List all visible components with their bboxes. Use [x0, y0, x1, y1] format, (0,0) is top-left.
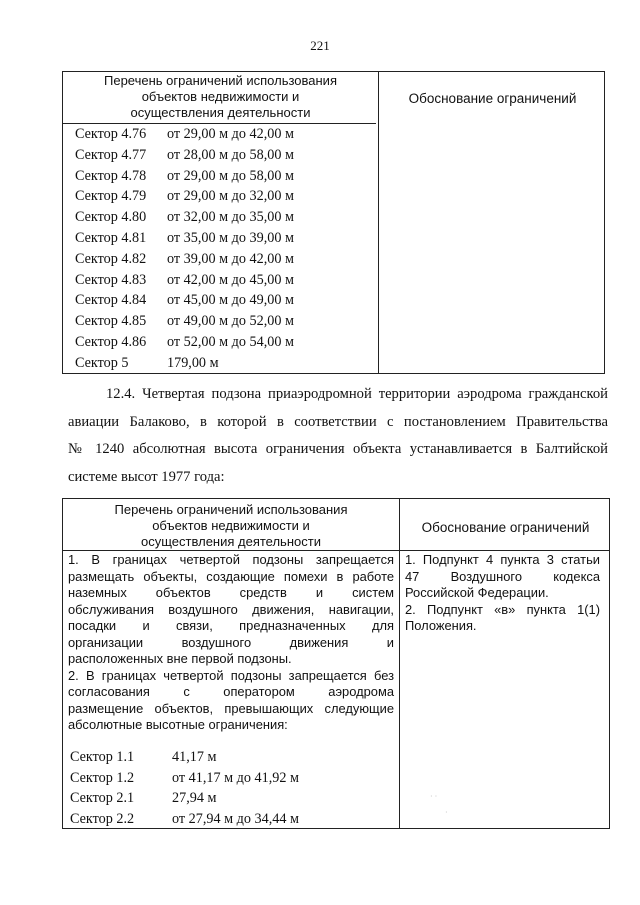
table1-header-left: Перечень ограничений использования объектов недвижимости и осуществления деятельности [104, 73, 337, 120]
paragraph-line: 12.4. Четвертая подзона приаэродромной территории аэродрома гражданской [106, 386, 608, 402]
justification-line: Положения. [405, 618, 477, 633]
scan-speck: · · [430, 792, 438, 801]
header-divider [63, 550, 609, 551]
table2-header-left: Перечень ограничений использования объектов недвижимости и осуществления деятельности [114, 502, 348, 549]
justification-line: 47 Воздушного кодекса [405, 568, 600, 584]
restriction-line: размещать объекты, создающие помехи в работе [68, 568, 394, 584]
sector-value: от 39,00 м до 42,00 м [167, 250, 294, 267]
paragraph-line: авиации Балаково, в которой в соответствии с постановлением Правительства [68, 413, 608, 430]
sector-name: Сектор 4.82 [75, 250, 147, 267]
sector-name: Сектор 4.84 [75, 292, 147, 309]
restriction-line: согласования с оператором аэродрома [68, 684, 394, 699]
sector-value: от 29,00 м до 58,00 м [167, 167, 294, 184]
sector-value: 179,00 м [167, 354, 219, 371]
restriction-line: организации воздушного движения и [68, 634, 394, 650]
sector-name: Сектор 1.1 [70, 749, 135, 765]
sector-value: от 32,00 м до 35,00 м [167, 209, 294, 226]
column-divider [378, 72, 379, 373]
sector-value: от 42,00 м до 45,00 м [167, 271, 294, 288]
restriction-line: расположенных вне первой подзоны. [68, 651, 292, 666]
sector-value: от 52,00 м до 54,00 м [167, 334, 294, 350]
restriction-line: посадки и связи, предназначенных для [68, 618, 394, 633]
restriction-line: обслуживания воздушного движения, навигации, [68, 601, 394, 617]
restriction-line: абсолютные высотные ограничения: [68, 717, 288, 732]
sector-limits-table-1 [62, 71, 605, 374]
sector-value: 27,94 м [172, 790, 217, 806]
sector-value: от 27,94 м до 34,44 м [172, 810, 299, 827]
table2-header-right: Обоснование ограничений [421, 520, 590, 535]
justification-line: 2. Подпункт «в» пункта 1(1) [405, 601, 600, 617]
sector-name: Сектор 4.80 [75, 209, 147, 226]
sector-value: от 29,00 м до 32,00 м [167, 188, 294, 205]
table2-rows [70, 747, 390, 829]
page-number: 221 [310, 38, 330, 53]
table1-header-right: Обоснование ограничений [408, 91, 577, 106]
sector-name: Сектор 4.79 [75, 188, 147, 205]
sector-name: Сектор 1.2 [70, 769, 135, 786]
sector-value: от 45,00 м до 49,00 м [167, 292, 294, 309]
column-divider [399, 499, 400, 828]
sector-name: Сектор 2.1 [70, 790, 135, 806]
sector-name: Сектор 4.83 [75, 271, 147, 288]
sector-name: Сектор 4.78 [75, 167, 147, 184]
sector-value: от 35,00 м до 39,00 м [167, 230, 294, 246]
paragraph-line: системе высот 1977 года: [68, 468, 225, 485]
sector-name: Сектор 4.85 [75, 313, 147, 330]
restriction-line: размещение объектов, превышающих следующие [68, 700, 394, 716]
sector-name: Сектор 4.81 [75, 230, 147, 246]
sector-value: от 29,00 м до 42,00 м [167, 126, 294, 142]
sector-name: Сектор 2.2 [70, 810, 135, 827]
scan-speck: · [445, 808, 448, 817]
restriction-line: 2. В границах четвертой подзоны запрещается без [68, 667, 394, 683]
justification-line: 1. Подпункт 4 пункта 3 статьи [405, 552, 600, 567]
restriction-line: наземных объектов средств и систем [68, 585, 394, 600]
justification-text [405, 552, 600, 635]
sector-value: от 41,17 м до 41,92 м [172, 769, 299, 786]
sector-name: Сектор 5 [75, 354, 129, 371]
table1-rows [75, 124, 375, 374]
section-paragraph [68, 381, 608, 491]
sector-name: Сектор 4.86 [75, 334, 147, 350]
sector-limits-table-2 [62, 498, 610, 829]
sector-value: от 28,00 м до 58,00 м [167, 146, 294, 163]
restriction-line: 1. В границах четвертой подзоны запрещается [68, 552, 394, 567]
sector-value: от 49,00 м до 52,00 м [167, 313, 294, 330]
justification-line: Российской Федерации. [405, 585, 549, 600]
sector-name: Сектор 4.77 [75, 146, 147, 163]
sector-name: Сектор 4.76 [75, 126, 147, 142]
paragraph-line: № 1240 абсолютная высота ограничения объекта устанавливается в Балтийской [68, 441, 608, 457]
restrictions-text [68, 552, 394, 734]
sector-value: 41,17 м [172, 749, 217, 765]
